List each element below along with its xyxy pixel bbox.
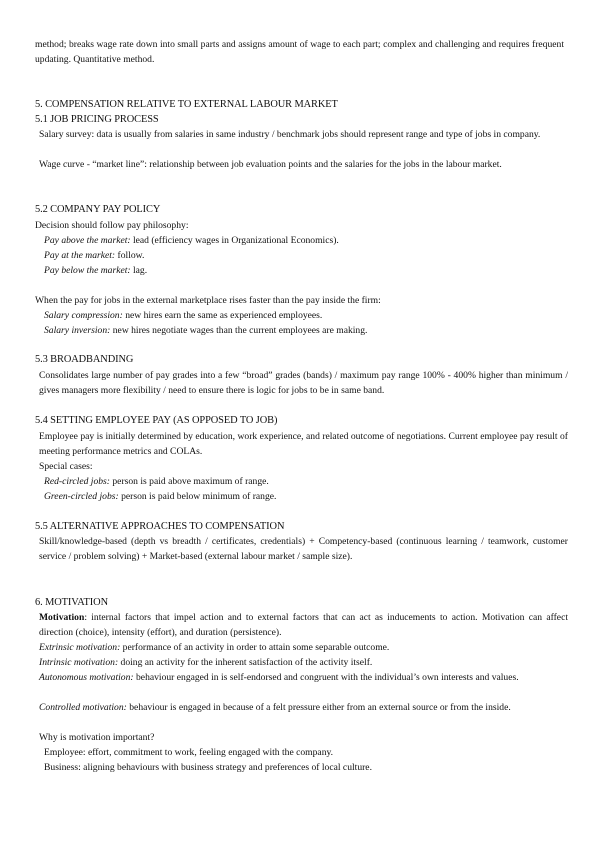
marketplace-intro: When the pay for jobs in the external marketplace rises faster than the pay inside the firm: <box>35 295 381 306</box>
term: Intrinsic motivation: <box>39 657 119 668</box>
section-5-5-heading: 5.5 ALTERNATIVE APPROACHES TO COMPENSATION <box>35 521 285 532</box>
term: Pay below the market: <box>44 265 131 276</box>
term: Autonomous motivation: <box>39 672 134 683</box>
definition: : internal factors that impel action and to external factors that can act as inducements to action. Motivation can affect direction (choice), intensity (effort), and duration (persistence). <box>39 612 568 638</box>
list-item-pay-at <box>35 248 573 263</box>
term: Controlled motivation: <box>39 702 127 713</box>
definition: follow. <box>115 250 145 261</box>
wage-curve-paragraph: Wage curve - “market line”: relationship between job evaluation points and the salaries for the jobs in the labour market. <box>39 159 502 170</box>
alternative-approaches-paragraph: Skill/knowledge-based (depth vs breadth / certificates, credentials) + Competency-based (continuous learning / teamwork, customer service / problem solving) + Market-based (external labour market / sample size). <box>39 536 568 562</box>
list-item-controlled <box>35 700 568 715</box>
section-5-heading: 5. COMPENSATION RELATIVE TO EXTERNAL LABOUR MARKET <box>35 99 338 110</box>
list-item-green-circled <box>35 489 573 504</box>
section-6-heading: 6. MOTIVATION <box>35 597 108 608</box>
list-item-salary-inversion <box>35 323 573 338</box>
definition: new hires earn the same as experienced employees. <box>122 310 323 321</box>
list-item-red-circled <box>35 474 573 489</box>
employee-pay-paragraph: Employee pay is initially determined by education, work experience, and related outcome of negotiations. Current employee pay result of meeting performance metrics and COLAs. <box>39 431 568 457</box>
special-cases-label: Special cases: <box>39 461 93 472</box>
term: Pay above the market: <box>44 235 131 246</box>
business-line: Business: aligning behaviours with business strategy and preferences of local culture. <box>44 762 372 773</box>
term: Red-circled jobs: <box>44 476 110 487</box>
section-5-4-heading: 5.4 SETTING EMPLOYEE PAY (AS OPPOSED TO JOB) <box>35 415 278 426</box>
section-5-3-heading: 5.3 BROADBANDING <box>35 354 134 365</box>
list-item-pay-below <box>35 263 573 278</box>
term: Green-circled jobs: <box>44 491 119 502</box>
term: Extrinsic motivation: <box>39 642 121 653</box>
definition: lead (efficiency wages in Organizational Economics). <box>130 235 339 246</box>
why-motivation-question: Why is motivation important? <box>39 732 155 743</box>
definition: new hires negotiate wages than the current employees are making. <box>110 325 368 336</box>
term: Motivation <box>39 612 85 623</box>
definition: behaviour is engaged in because of a felt pressure either from an external source or from the inside. <box>126 702 511 713</box>
section-5-1-heading: 5.1 JOB PRICING PROCESS <box>35 114 159 125</box>
list-item-intrinsic <box>35 655 568 670</box>
definition: person is paid above maximum of range. <box>109 476 269 487</box>
definition: doing an activity for the inherent satisfaction of the activity itself. <box>118 657 373 668</box>
pay-philosophy-intro: Decision should follow pay philosophy: <box>35 220 189 231</box>
term: Pay at the market: <box>44 250 116 261</box>
definition: person is paid below minimum of range. <box>118 491 277 502</box>
broadbanding-paragraph: Consolidates large number of pay grades into a few “broad” grades (bands) / maximum pay range 100% - 400% higher than minimum / gives managers more flexibility / need to ensure there is logic for jobs to be in same band. <box>39 370 568 396</box>
term: Salary compression: <box>44 310 123 321</box>
definition: lag. <box>130 265 148 276</box>
definition: performance of an activity in order to attain some separable outcome. <box>120 642 390 653</box>
intro-paragraph: method; breaks wage rate down into small parts and assigns amount of wage to each part; complex and challenging and requires frequent updating. Quantitative method. <box>35 39 564 65</box>
definition: behaviour engaged in is self-endorsed and congruent with the individual’s own interests and values. <box>133 672 519 683</box>
section-5-2-heading: 5.2 COMPANY PAY POLICY <box>35 204 161 215</box>
list-item-extrinsic <box>35 640 568 655</box>
list-item-autonomous <box>35 670 568 685</box>
employee-line: Employee: effort, commitment to work, feeling engaged with the company. <box>44 747 334 758</box>
term: Salary inversion: <box>44 325 111 336</box>
motivation-definition <box>35 610 568 640</box>
salary-survey-paragraph: Salary survey: data is usually from salaries in same industry / benchmark jobs should represent range and type of jobs in company. <box>39 129 541 140</box>
list-item-salary-compression <box>35 308 573 323</box>
list-item-pay-above <box>35 233 573 248</box>
